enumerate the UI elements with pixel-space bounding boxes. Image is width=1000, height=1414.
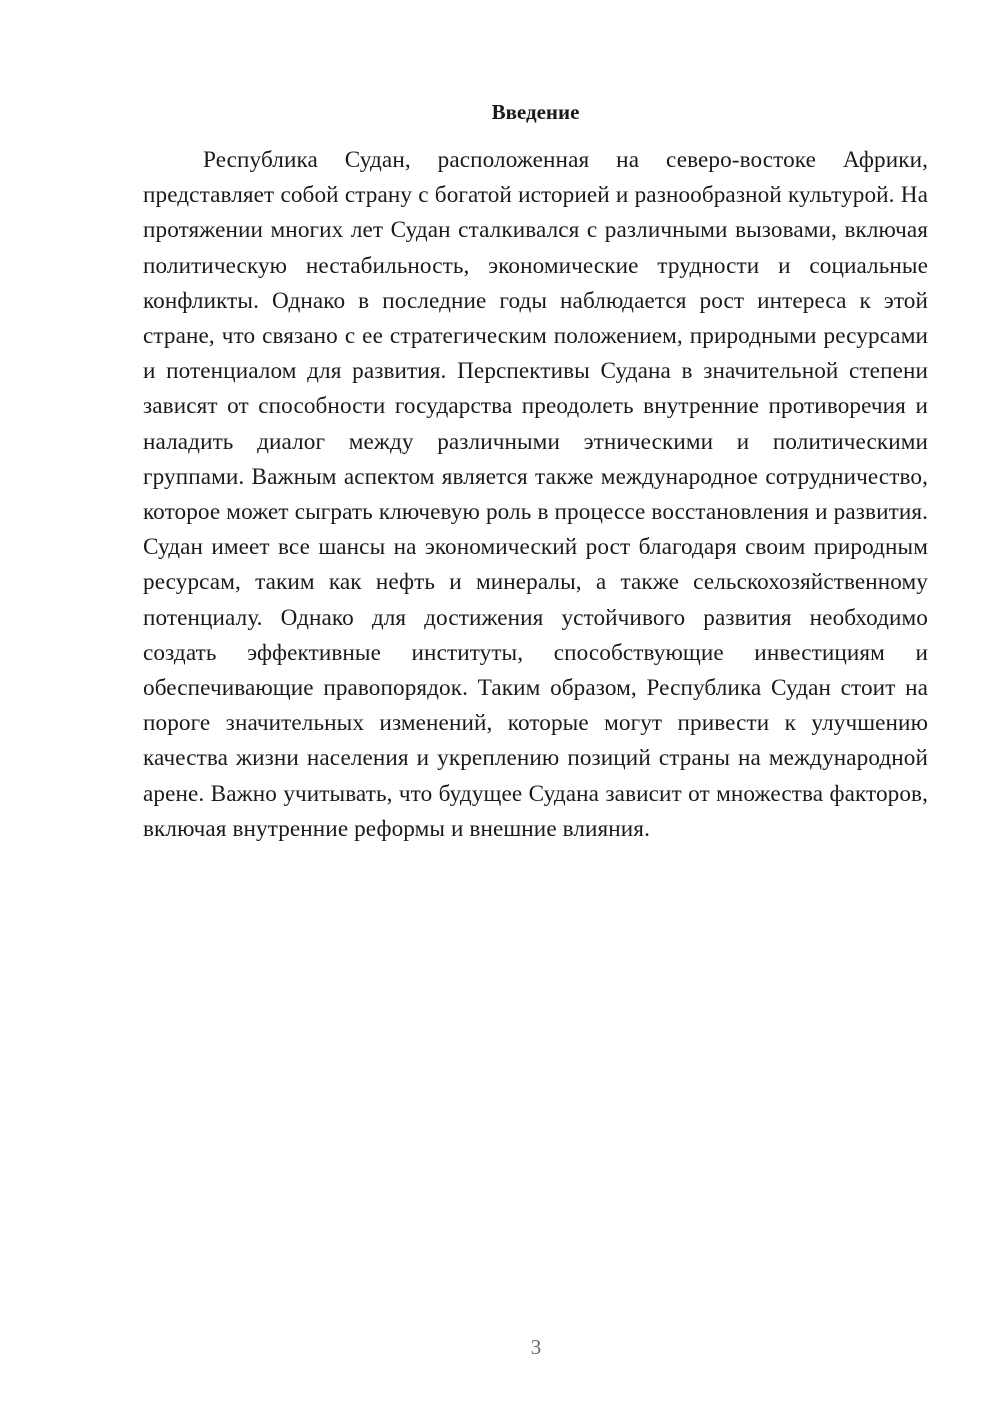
page-number: 3 — [530, 1335, 542, 1359]
section-heading: Введение — [491, 100, 580, 124]
body-paragraph: Республика Судан, расположенная на северо-востоке Африки, представляет собой страну с богатой историей и разнообразной культурой. На протяжении многих лет Судан сталкивался с различными вызовами, включая политическую нестабильность, экономические трудности и социальные конфликты. Однако в последние годы наблюдается рост интереса к этой стране, что связано с ее стратегическим положением, природными ресурсами и потенциалом для развития. Перспективы Судана в значительной степени зависят от способности государства преодолеть внутренние противоречия и наладить диалог между различными этническими и политическими группами. Важным аспектом является также международное сотрудничество, которое может сыграть ключевую роль в процессе восстановления и развития. Судан имеет все шансы на экономический рост благодаря своим природным ресурсам, таким как нефть и минералы, а также сельскохозяйственному потенциалу. Однако для достижения устойчивого развития необходимо создать эффективные институты, способствующие инвестициям и обеспечивающие правопорядок. Таким образом, Республика Судан стоит на пороге значительных изменений, которые могут привести к улучшению качества жизни населения и укреплению позиций страны на международной арене. Важно учитывать, что будущее Судана зависит от множества факторов, включая внутренние реформы и внешние влияния. — [143, 147, 928, 842]
